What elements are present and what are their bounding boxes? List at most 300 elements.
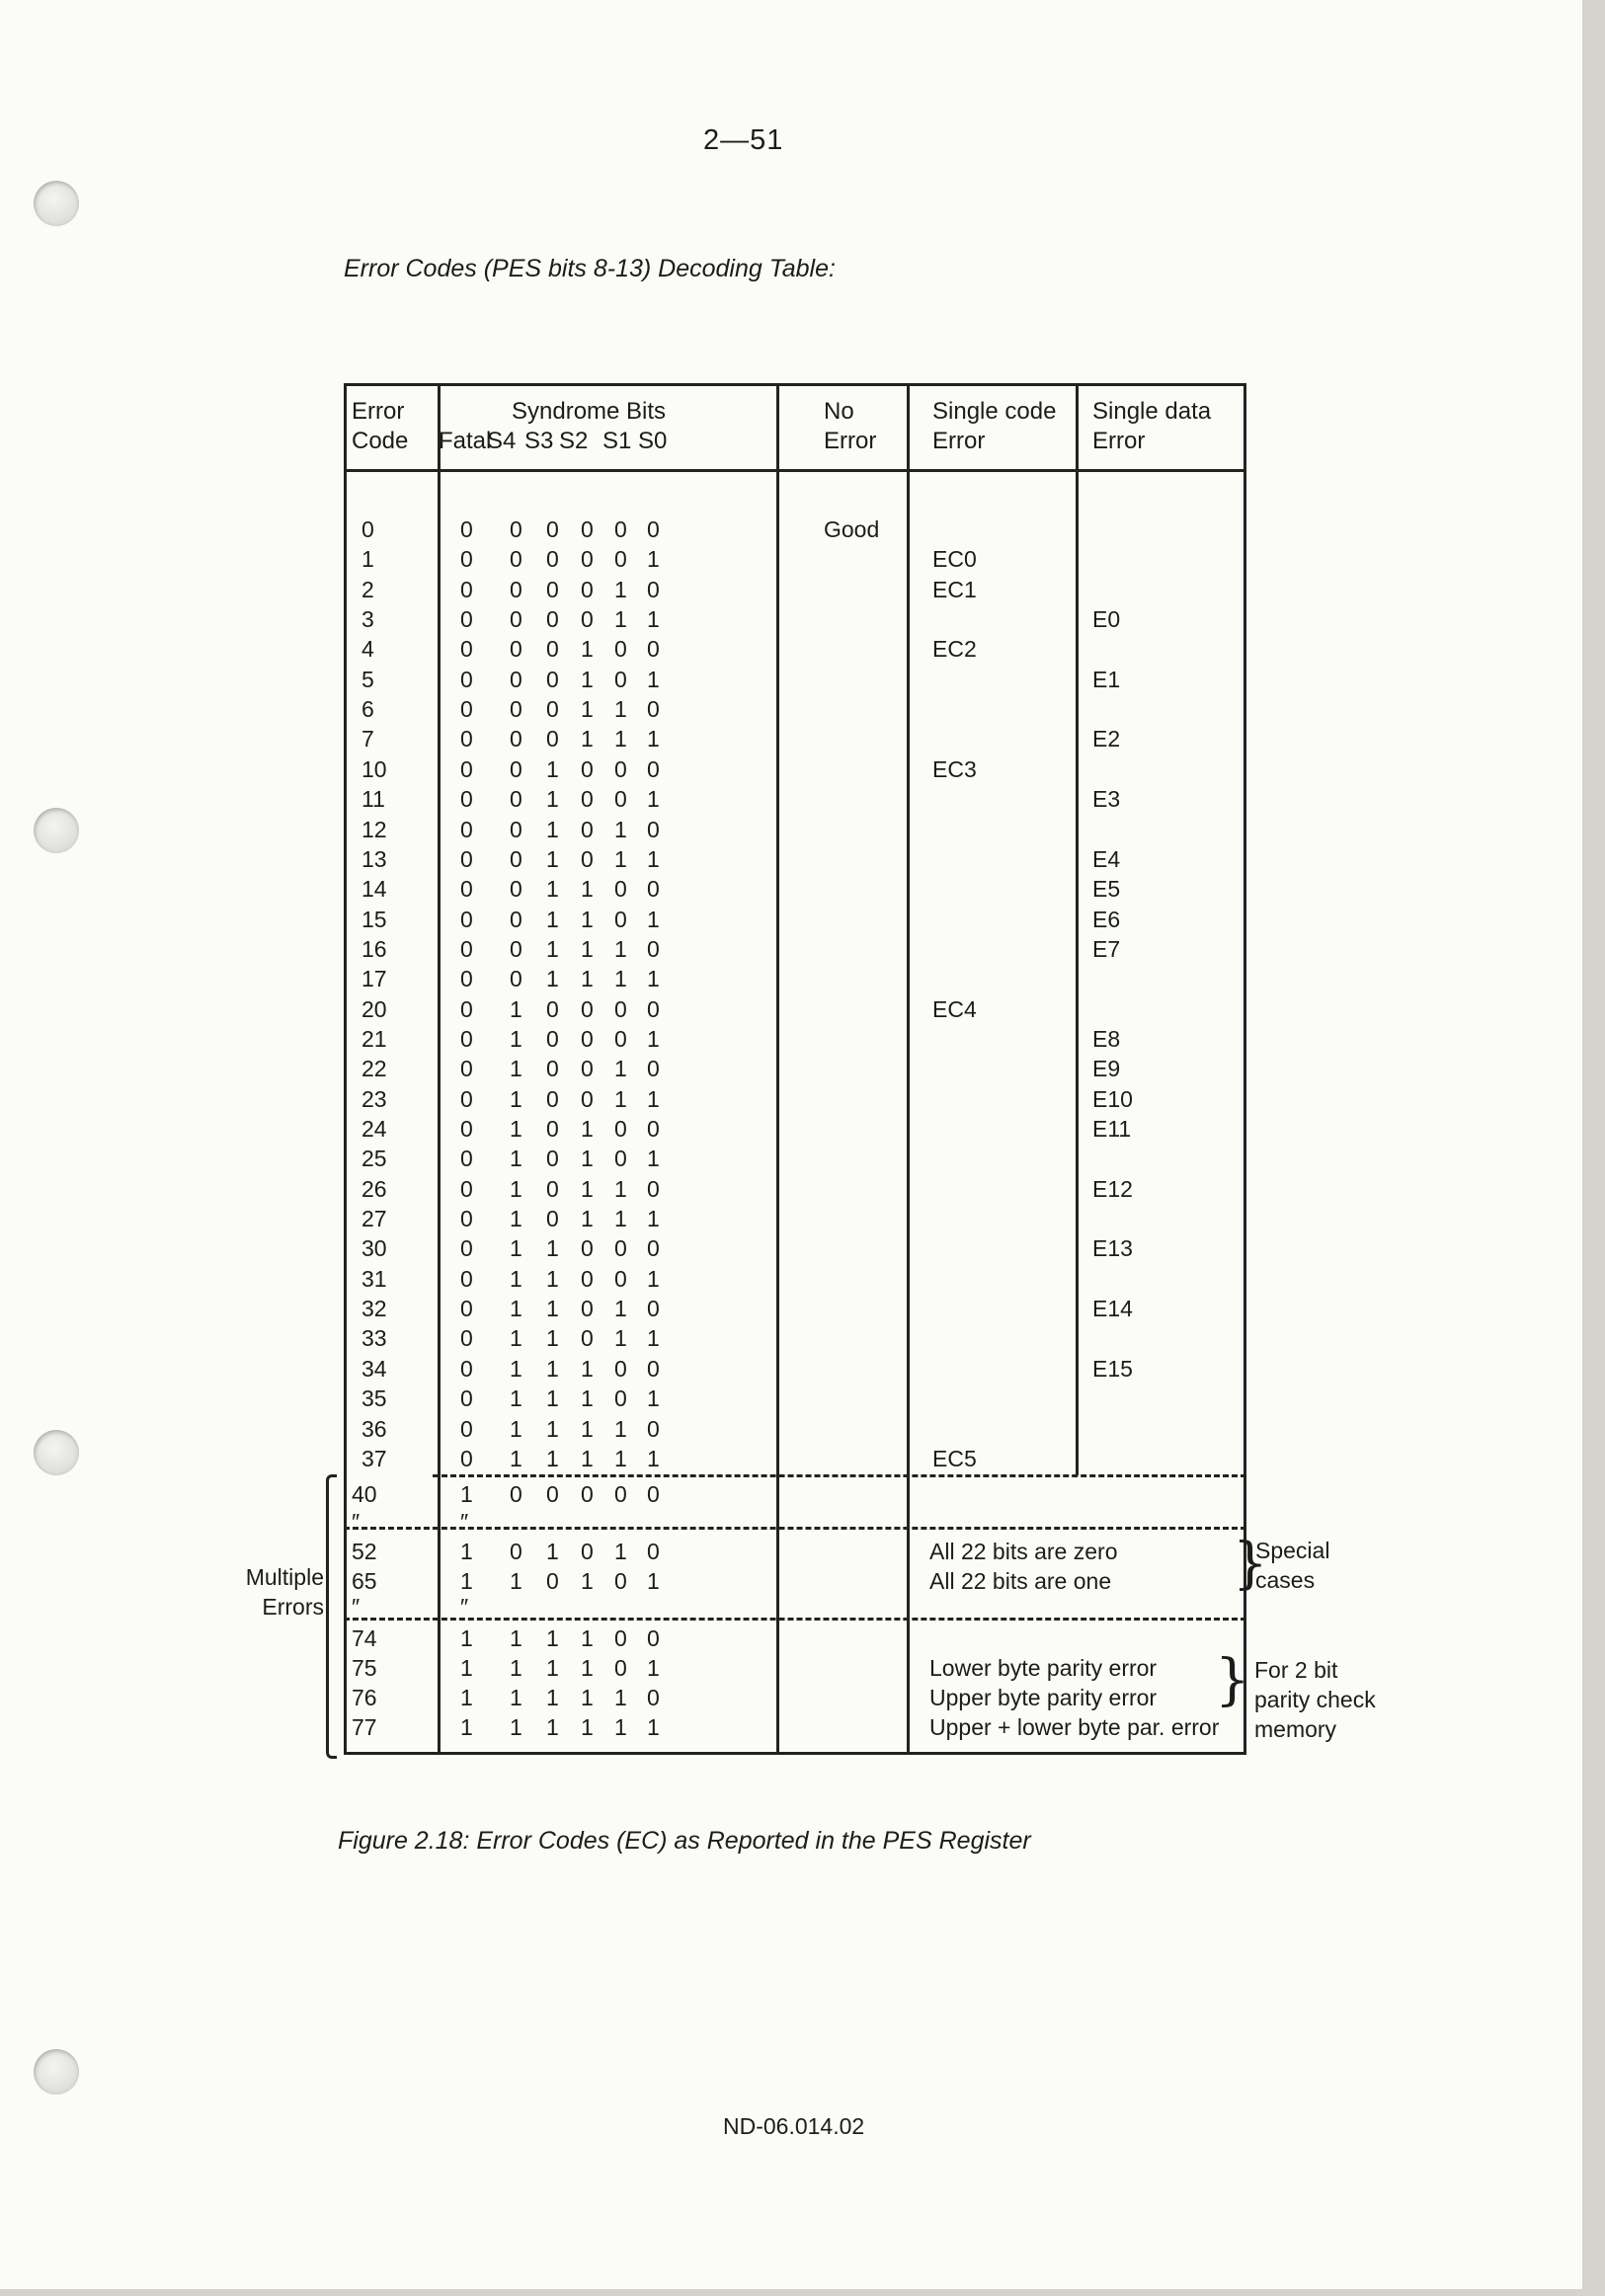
syndrome-bit-cell: 1 [460,1625,473,1651]
error-code-cell: 31 [361,1266,387,1292]
column-divider [907,383,910,1755]
syndrome-bit-cell: 0 [614,1625,627,1651]
single-code-error-cell: EC4 [932,996,977,1022]
column-divider [776,383,779,1755]
syndrome-bit-cell: ″ [460,1509,469,1535]
syndrome-bit-cell: 1 [581,876,594,902]
syndrome-bit-cell: 1 [614,846,627,872]
syndrome-bit-cell: 0 [510,876,522,902]
syndrome-bit-cell: 0 [581,1296,594,1321]
syndrome-bit-cell: 1 [647,726,660,752]
syndrome-bit-cell: 1 [460,1481,473,1507]
syndrome-bit-cell: 1 [546,907,559,932]
syndrome-bit-cell: 0 [614,1386,627,1411]
error-code-cell: 36 [361,1416,387,1442]
syndrome-bit-cell: 1 [546,1356,559,1382]
single-data-error-cell: E9 [1092,1056,1121,1081]
syndrome-bit-cell: 0 [581,1235,594,1261]
error-code-cell: 32 [361,1296,387,1321]
syndrome-bit-cell: 0 [510,577,522,602]
multiple-error-note-cell: Upper byte parity error [929,1685,1158,1710]
syndrome-bit-cell: 1 [510,1625,522,1651]
error-code-cell: 65 [352,1568,377,1594]
syndrome-bit-cell: 0 [614,667,627,692]
syndrome-bit-cell: 1 [647,1655,660,1681]
syndrome-bit-cell: 0 [647,696,660,722]
single-code-error-cell: EC2 [932,636,977,662]
syndrome-bit-cell: 0 [460,907,473,932]
syndrome-bit-cell: 0 [614,1568,627,1594]
error-code-cell: 6 [361,696,374,722]
syndrome-bit-cell: 1 [510,1026,522,1052]
syndrome-bit-cell: 0 [614,756,627,782]
error-code-cell: 11 [361,786,385,812]
error-code-cell: 21 [361,1026,387,1052]
syndrome-bit-cell: 0 [460,636,473,662]
error-code-cell: 30 [361,1235,387,1261]
syndrome-bit-cell: 1 [581,966,594,991]
syndrome-bit-cell: 0 [581,1481,594,1507]
syndrome-bit-cell: 1 [614,817,627,842]
syndrome-bit-cell: 0 [510,756,522,782]
syndrome-bit-cell: 0 [546,1568,559,1594]
syndrome-bit-cell: 0 [614,1356,627,1382]
syndrome-bit-cell: 0 [614,786,627,812]
syndrome-bit-cell: 0 [614,876,627,902]
syndrome-bit-cell: 0 [581,1266,594,1292]
syndrome-bit-cell: 1 [614,1416,627,1442]
syndrome-bit-cell: 1 [581,1146,594,1171]
syndrome-bit-cell: 1 [460,1539,473,1564]
syndrome-bit-cell: 0 [581,756,594,782]
single-data-error-cell: E3 [1092,786,1121,812]
syndrome-bit-cell: 0 [460,817,473,842]
syndrome-bit-cell: 0 [546,996,559,1022]
syndrome-bit-cell: 1 [647,606,660,632]
single-data-error-cell: E15 [1092,1356,1133,1382]
syndrome-bit-cell: 1 [581,1568,594,1594]
multiple-error-note-cell: Upper + lower byte par. error [929,1714,1220,1740]
syndrome-bit-cell: 1 [510,1146,522,1171]
syndrome-bit-cell: 0 [510,516,522,542]
header-rule [344,469,1246,472]
syndrome-bit-cell: 1 [581,1655,594,1681]
syndrome-bit-cell: 1 [510,1416,522,1442]
syndrome-bit-cell: 1 [510,1356,522,1382]
syndrome-bit-cell: 0 [614,907,627,932]
syndrome-bit-cell: 1 [614,1086,627,1112]
syndrome-bit-cell: 0 [510,936,522,962]
syndrome-bit-cell: 1 [647,1086,660,1112]
single-code-error-cell: EC5 [932,1446,977,1471]
syndrome-bit-cell: 0 [546,577,559,602]
multiple-error-note-cell: All 22 bits are zero [929,1539,1118,1564]
syndrome-bit-cell: 1 [510,1296,522,1321]
syndrome-bit-cell: 1 [546,786,559,812]
syndrome-bit-cell: 0 [460,577,473,602]
syndrome-bit-cell: 0 [510,1539,522,1564]
syndrome-bit-cell: 1 [647,1266,660,1292]
syndrome-bit-cell: 0 [460,1386,473,1411]
multiple-errors-bracket [326,1474,337,1759]
single-data-error-cell: E8 [1092,1026,1121,1052]
error-code-cell: 20 [361,996,387,1022]
syndrome-bit-cell: 0 [546,516,559,542]
syndrome-bit-cell: 1 [546,1655,559,1681]
syndrome-bit-cell: 0 [460,667,473,692]
single-data-error-cell: E12 [1092,1176,1133,1202]
error-code-cell: ″ [352,1594,361,1620]
syndrome-bit-cell: 1 [614,1206,627,1231]
syndrome-bit-cell: 1 [510,1056,522,1081]
syndrome-bit-cell: 0 [460,936,473,962]
syndrome-bit-cell: 1 [546,876,559,902]
syndrome-bit-cell: 1 [510,1235,522,1261]
syndrome-bit-cell: 1 [546,1235,559,1261]
syndrome-bit-cell: 1 [647,1446,660,1471]
document-id: ND-06.014.02 [723,2113,865,2139]
error-code-cell: 52 [352,1539,377,1564]
error-code-cell: 10 [361,756,387,782]
syndrome-bit-cell: 0 [581,1086,594,1112]
syndrome-bit-cell: 1 [546,1714,559,1740]
syndrome-bit-cell: 0 [460,996,473,1022]
syndrome-bit-cell: 1 [510,1568,522,1594]
error-code-cell: 4 [361,636,374,662]
header-single-data-error: Single data Error [1092,398,1212,454]
parity-brace: } [1215,1648,1250,1712]
syndrome-bit-cell: 0 [614,516,627,542]
punch-hole [34,181,79,226]
error-code-cell: 74 [352,1625,377,1651]
syndrome-bit-cell: 1 [614,1056,627,1081]
syndrome-bit-cell: 0 [546,726,559,752]
syndrome-bit-cell: 0 [510,546,522,572]
figure-caption: Figure 2.18: Error Codes (EC) as Reported in the PES Register [338,1827,1031,1855]
single-code-error-cell: EC3 [932,756,977,782]
syndrome-bit-cell: 1 [546,1625,559,1651]
error-code-cell: ″ [352,1509,361,1535]
error-code-cell: 16 [361,936,387,962]
syndrome-bit-cell: 0 [546,636,559,662]
syndrome-bit-cell: 0 [460,1416,473,1442]
header-single-code-error: Single code Error [932,398,1057,454]
syndrome-bit-cell: 0 [460,786,473,812]
punch-hole [34,2049,79,2095]
syndrome-bit-cell: 0 [460,1206,473,1231]
syndrome-bit-cell: ″ [460,1594,469,1620]
error-code-cell: 1 [361,546,374,572]
syndrome-bit-cell: 0 [614,1481,627,1507]
multiple-errors-label: Multiple Errors [245,1564,324,1620]
single-data-error-cell: E4 [1092,846,1121,872]
syndrome-bit-cell: 0 [614,1655,627,1681]
syndrome-bit-cell: 1 [510,996,522,1022]
syndrome-bit-cell: 0 [614,1026,627,1052]
syndrome-bit-cell: 0 [581,846,594,872]
syndrome-bit-cell: 1 [546,936,559,962]
syndrome-bit-cell: 0 [647,516,660,542]
syndrome-bit-cell: 0 [510,817,522,842]
syndrome-bit-cell: 0 [581,1026,594,1052]
syndrome-bit-cell: 0 [460,696,473,722]
single-data-error-cell: E11 [1092,1116,1132,1142]
syndrome-bit-cell: 0 [510,966,522,991]
syndrome-bit-cell: 1 [510,1116,522,1142]
syndrome-bit-cell: 0 [510,636,522,662]
syndrome-bit-cell: 0 [460,1176,473,1202]
syndrome-bit-cell: 1 [614,966,627,991]
syndrome-bit-cell: 1 [647,546,660,572]
syndrome-bit-cell: 1 [647,907,660,932]
syndrome-bit-cell: 0 [460,1026,473,1052]
error-code-cell: 37 [361,1446,387,1471]
syndrome-bit-cell: 1 [460,1685,473,1710]
syndrome-bit-cell: 0 [546,1026,559,1052]
syndrome-bit-cell: 1 [614,1714,627,1740]
syndrome-bit-cell: 0 [546,696,559,722]
syndrome-bit-cell: 0 [614,1266,627,1292]
syndrome-bit-cell: 0 [581,546,594,572]
header-syndrome-col: S3 [524,428,554,454]
syndrome-bit-cell: 1 [460,1714,473,1740]
syndrome-bit-cell: 0 [647,756,660,782]
syndrome-bit-cell: 0 [510,696,522,722]
single-data-error-cell: E13 [1092,1235,1133,1261]
syndrome-bit-cell: 0 [460,1056,473,1081]
error-code-cell: 22 [361,1056,387,1081]
header-syndrome-col: Fatal [439,428,492,454]
syndrome-bit-cell: 1 [581,1685,594,1710]
no-error-cell: Good [824,516,880,542]
syndrome-bit-cell: 0 [546,546,559,572]
single-data-error-cell: E5 [1092,876,1121,902]
syndrome-bit-cell: 0 [460,726,473,752]
syndrome-bit-cell: 1 [647,667,660,692]
syndrome-bit-cell: 1 [546,817,559,842]
header-syndrome-col: S0 [638,428,668,454]
single-data-error-cell: E2 [1092,726,1121,752]
syndrome-bit-cell: 1 [581,636,594,662]
syndrome-bit-cell: 1 [546,1416,559,1442]
syndrome-bit-cell: 0 [614,1116,627,1142]
syndrome-bit-cell: 1 [581,907,594,932]
syndrome-bit-cell: 1 [647,1386,660,1411]
syndrome-bit-cell: 0 [546,667,559,692]
syndrome-bit-cell: 0 [647,1176,660,1202]
syndrome-bit-cell: 0 [647,876,660,902]
syndrome-bit-cell: 0 [581,606,594,632]
single-data-error-cell: E10 [1092,1086,1133,1112]
syndrome-bit-cell: 1 [647,1146,660,1171]
syndrome-bit-cell: 0 [460,516,473,542]
syndrome-bit-cell: 1 [546,1266,559,1292]
syndrome-bit-cell: 1 [614,1325,627,1351]
error-code-cell: 75 [352,1655,377,1681]
syndrome-bit-cell: 1 [510,1206,522,1231]
syndrome-bit-cell: 1 [614,1685,627,1710]
syndrome-bit-cell: 0 [460,1356,473,1382]
error-code-cell: 33 [361,1325,387,1351]
syndrome-bit-cell: 0 [460,1086,473,1112]
syndrome-bit-cell: 1 [510,1266,522,1292]
syndrome-bit-cell: 0 [581,817,594,842]
syndrome-bit-cell: 0 [460,846,473,872]
single-data-error-cell: E7 [1092,936,1121,962]
syndrome-bit-cell: 1 [581,936,594,962]
syndrome-bit-cell: 1 [581,1356,594,1382]
error-code-cell: 12 [361,817,387,842]
header-syndrome-col: S2 [559,428,589,454]
syndrome-bit-cell: 1 [647,1206,660,1231]
syndrome-bit-cell: 1 [546,1685,559,1710]
error-code-cell: 7 [361,726,374,752]
punch-hole [34,808,79,853]
syndrome-bit-cell: 0 [647,1539,660,1564]
syndrome-bit-cell: 1 [546,1386,559,1411]
syndrome-bit-cell: 0 [614,546,627,572]
multiple-error-note-cell: Lower byte parity error [929,1655,1158,1681]
syndrome-bit-cell: 0 [546,1056,559,1081]
table-heading: Error Codes (PES bits 8-13) Decoding Table: [344,255,836,282]
error-code-cell: 35 [361,1386,387,1411]
error-code-cell: 14 [361,876,387,902]
syndrome-bit-cell: 0 [510,606,522,632]
syndrome-bit-cell: 1 [647,966,660,991]
syndrome-bit-cell: 0 [460,606,473,632]
syndrome-bit-cell: 0 [546,1176,559,1202]
syndrome-bit-cell: 0 [581,516,594,542]
syndrome-bit-cell: 0 [460,546,473,572]
syndrome-bit-cell: 1 [510,1446,522,1471]
syndrome-bit-cell: 1 [647,1325,660,1351]
syndrome-bit-cell: 0 [460,876,473,902]
syndrome-bit-cell: 1 [647,846,660,872]
syndrome-bit-cell: 0 [510,846,522,872]
syndrome-bit-cell: 1 [546,1446,559,1471]
syndrome-bit-cell: 0 [614,636,627,662]
syndrome-bit-cell: 1 [460,1568,473,1594]
parity-label: For 2 bit parity check memory [1254,1657,1376,1742]
syndrome-bit-cell: 1 [647,1026,660,1052]
syndrome-bit-cell: 1 [647,1714,660,1740]
syndrome-bit-cell: 1 [546,756,559,782]
syndrome-bit-cell: 1 [581,667,594,692]
syndrome-bit-cell: 0 [581,996,594,1022]
dashed-separator [433,1474,1246,1477]
syndrome-bit-cell: 0 [647,1481,660,1507]
header-no-error: No Error [824,398,877,454]
syndrome-bit-cell: 0 [460,1266,473,1292]
special-cases-label: Special cases [1255,1538,1330,1593]
single-data-error-cell: E1 [1092,667,1121,692]
syndrome-bit-cell: 1 [581,696,594,722]
punch-hole [34,1430,79,1475]
syndrome-bit-cell: 1 [510,1655,522,1681]
syndrome-bit-cell: 0 [647,1416,660,1442]
syndrome-bit-cell: 0 [647,577,660,602]
syndrome-bit-cell: 1 [510,1386,522,1411]
error-code-cell: 13 [361,846,387,872]
syndrome-bit-cell: 0 [460,966,473,991]
error-code-cell: 5 [361,667,374,692]
error-code-cell: 15 [361,907,387,932]
error-code-cell: 2 [361,577,374,602]
single-data-error-cell: E6 [1092,907,1121,932]
syndrome-bit-cell: 1 [614,577,627,602]
syndrome-bit-cell: 1 [510,1086,522,1112]
syndrome-bit-cell: 1 [510,1714,522,1740]
syndrome-bit-cell: 1 [647,786,660,812]
syndrome-bit-cell: 1 [581,1116,594,1142]
syndrome-bit-cell: 0 [614,1235,627,1261]
syndrome-bit-cell: 0 [614,996,627,1022]
syndrome-bit-cell: 0 [647,1625,660,1651]
syndrome-bit-cell: 1 [546,1296,559,1321]
syndrome-bit-cell: 1 [546,966,559,991]
syndrome-bit-cell: 1 [546,1325,559,1351]
syndrome-bit-cell: 0 [614,1146,627,1171]
syndrome-bit-cell: 1 [581,726,594,752]
error-code-cell: 17 [361,966,387,991]
syndrome-bit-cell: 1 [460,1655,473,1681]
single-code-error-cell: EC1 [932,577,977,602]
syndrome-bit-cell: 0 [546,1206,559,1231]
syndrome-bit-cell: 0 [510,667,522,692]
syndrome-bit-cell: 1 [614,696,627,722]
syndrome-bit-cell: 1 [581,1386,594,1411]
single-code-error-cell: EC0 [932,546,977,572]
column-divider [438,383,441,1755]
single-data-error-cell: E14 [1092,1296,1133,1321]
syndrome-bit-cell: 1 [614,606,627,632]
syndrome-bit-cell: 0 [647,1356,660,1382]
syndrome-bit-cell: 0 [510,726,522,752]
syndrome-bit-cell: 1 [647,1568,660,1594]
syndrome-bit-cell: 0 [546,1481,559,1507]
syndrome-bit-cell: 1 [581,1714,594,1740]
syndrome-bit-cell: 0 [546,1146,559,1171]
syndrome-bit-cell: 0 [647,996,660,1022]
error-code-cell: 76 [352,1685,377,1710]
syndrome-bit-cell: 1 [546,846,559,872]
syndrome-bit-cell: 0 [460,1446,473,1471]
syndrome-bit-cell: 1 [581,1625,594,1651]
syndrome-bit-cell: 0 [647,1116,660,1142]
dashed-separator [344,1618,1246,1621]
syndrome-bit-cell: 0 [581,1056,594,1081]
syndrome-bit-cell: 1 [581,1176,594,1202]
syndrome-bit-cell: 0 [647,1685,660,1710]
syndrome-bit-cell: 0 [647,1235,660,1261]
syndrome-bit-cell: 0 [581,1325,594,1351]
syndrome-bit-cell: 1 [614,1539,627,1564]
syndrome-bit-cell: 0 [546,1086,559,1112]
special-cases-brace: } [1233,1532,1268,1596]
error-code-cell: 24 [361,1116,387,1142]
syndrome-bit-cell: 1 [614,726,627,752]
error-code-cell: 23 [361,1086,387,1112]
syndrome-bit-cell: 1 [546,1539,559,1564]
syndrome-bit-cell: 1 [581,1206,594,1231]
error-code-cell: 27 [361,1206,387,1231]
syndrome-bit-cell: 0 [546,1116,559,1142]
error-code-cell: 3 [361,606,374,632]
syndrome-bit-cell: 0 [460,1325,473,1351]
header-syndrome-title: Syndrome Bits [512,398,667,425]
syndrome-bit-cell: 0 [546,606,559,632]
syndrome-bit-cell: 0 [460,756,473,782]
